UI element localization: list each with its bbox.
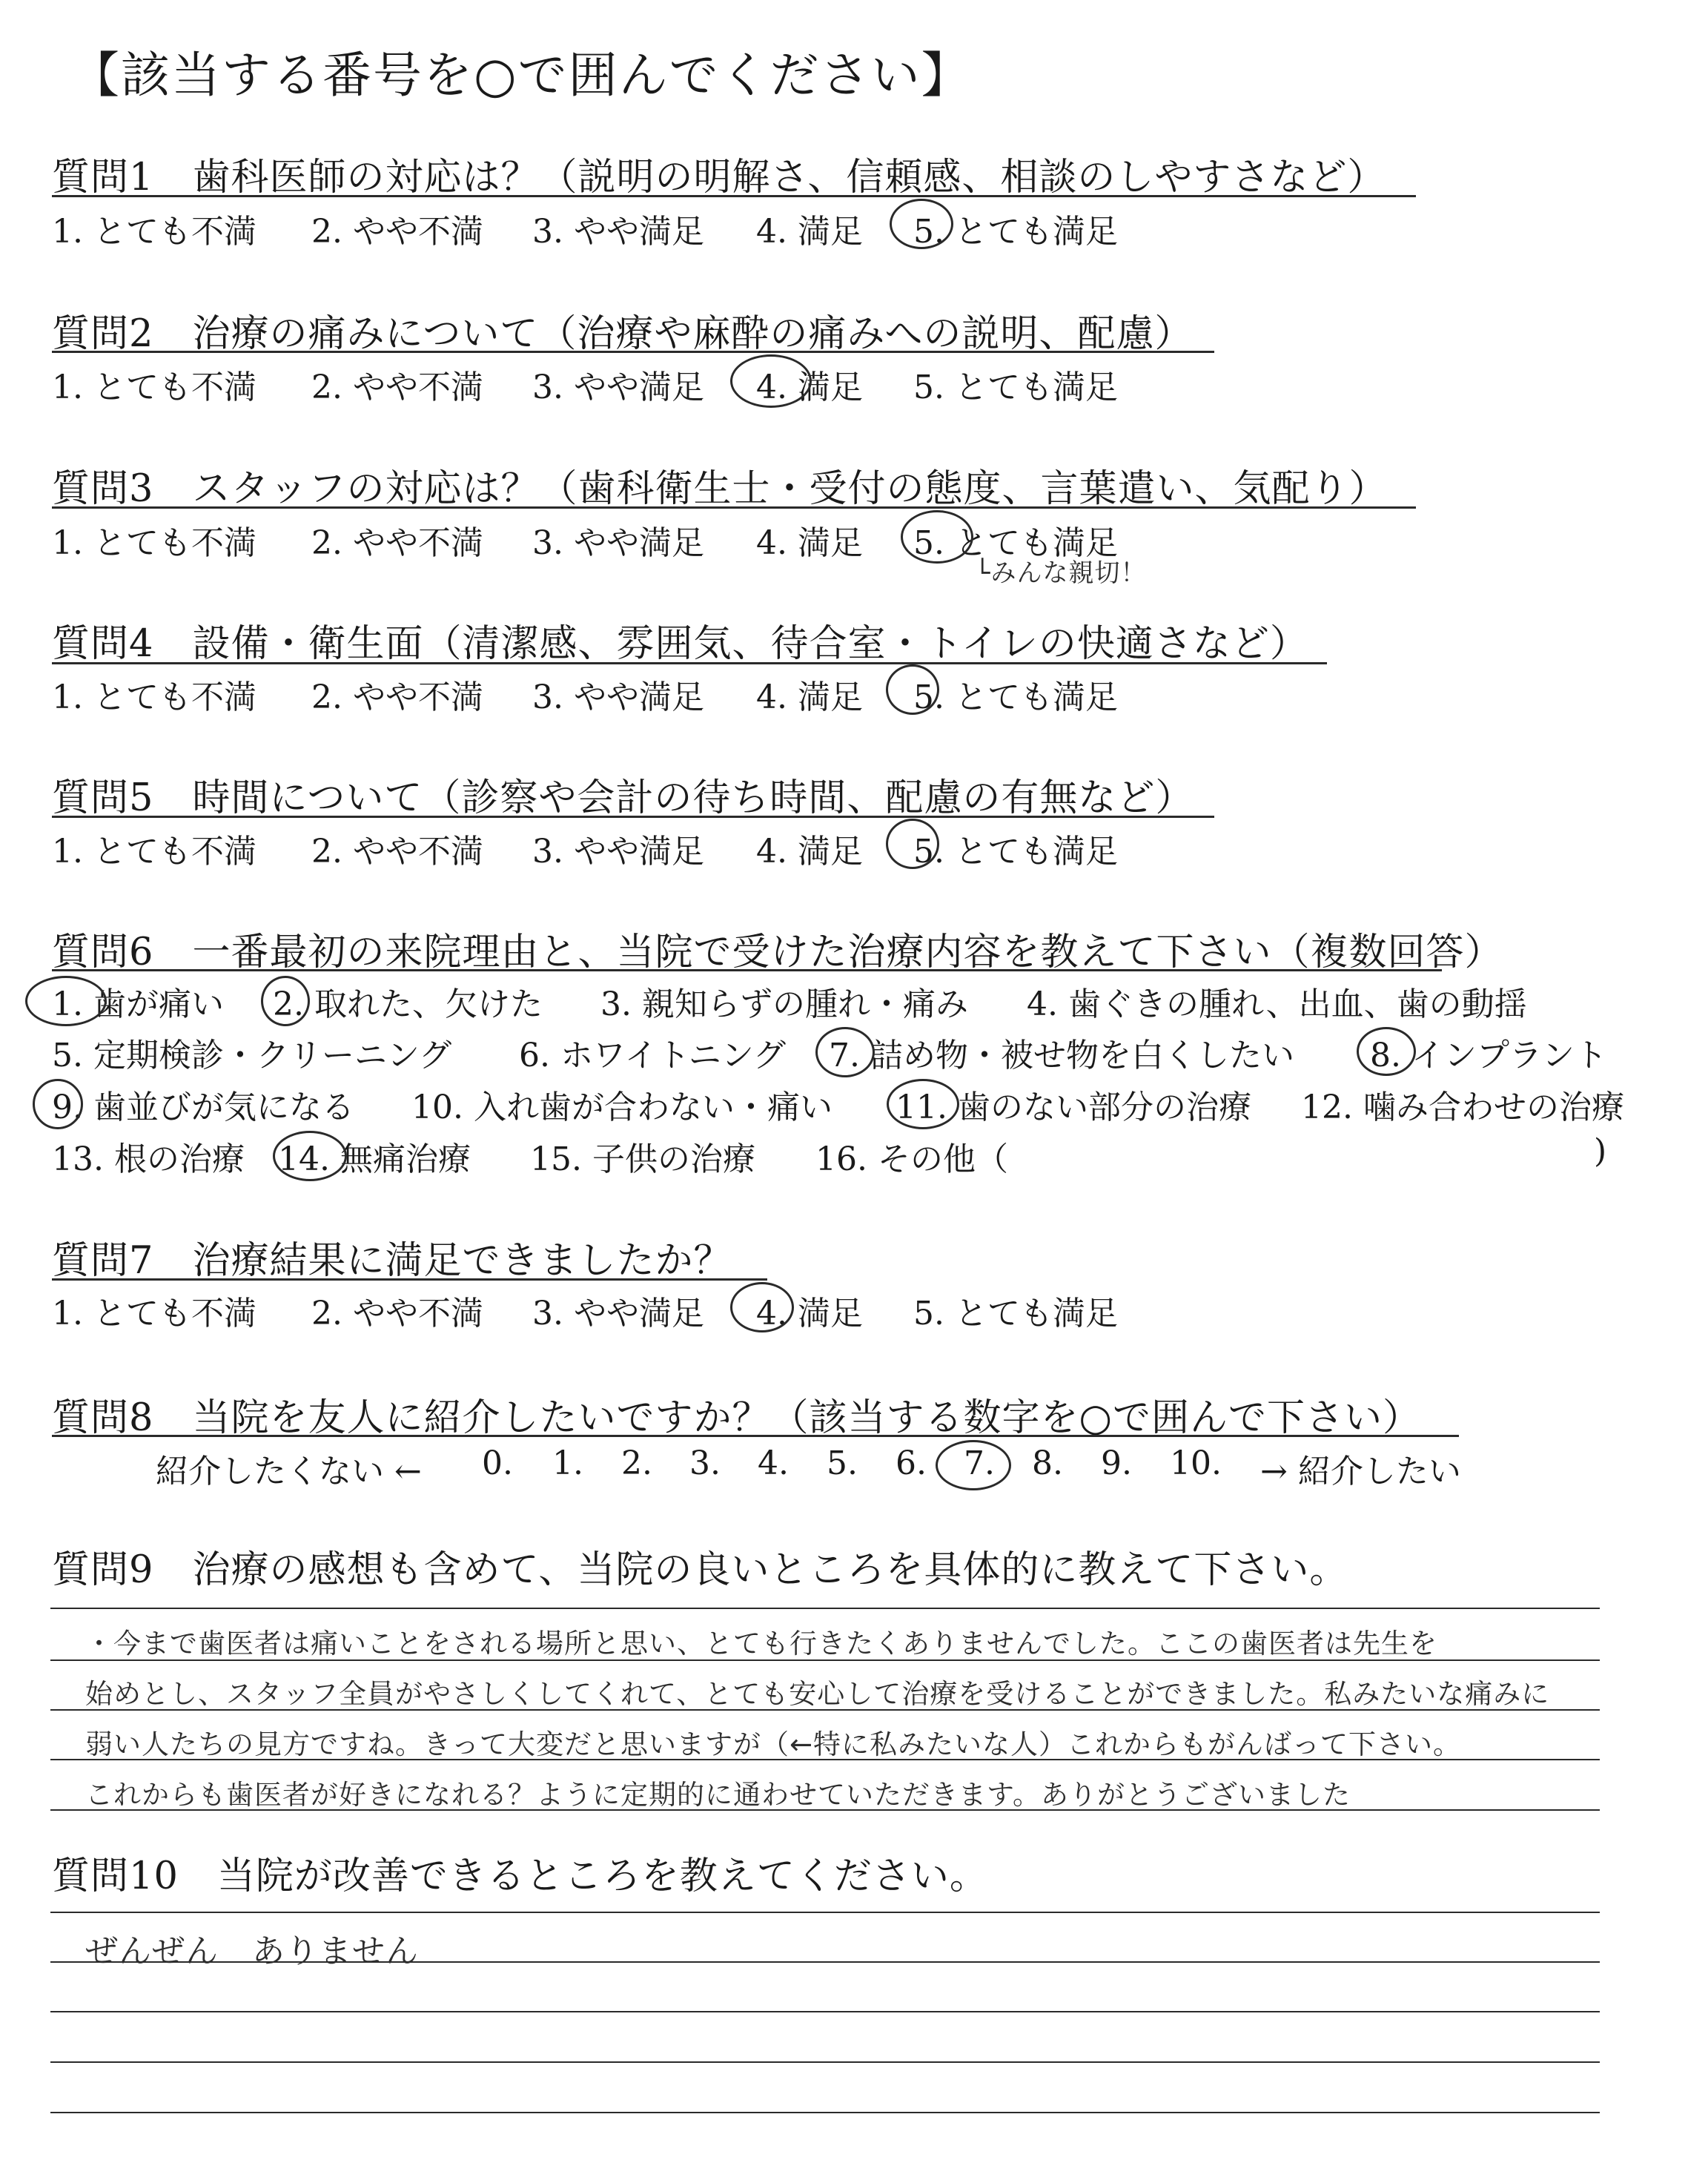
q1-option-1[interactable]: 1. とても不満 bbox=[52, 213, 256, 251]
q8-scale-7[interactable]: 7. bbox=[964, 1444, 995, 1482]
q2-option-4[interactable]: 4. 満足 bbox=[756, 369, 863, 406]
q2-option-1[interactable]: 1. とても不満 bbox=[52, 369, 256, 406]
q4-selected-circle bbox=[886, 664, 939, 715]
q1-option-2[interactable]: 2. やや不満 bbox=[311, 213, 483, 251]
q8-scale-2[interactable]: 2. bbox=[621, 1444, 652, 1482]
q5-option-2[interactable]: 2. やや不満 bbox=[311, 833, 483, 871]
q6-item-16-close: ) bbox=[1594, 1132, 1607, 1170]
question-4-underline bbox=[52, 662, 1327, 664]
q2-option-5[interactable]: 5. とても満足 bbox=[913, 369, 1118, 406]
q8-selected-circle bbox=[936, 1440, 1011, 1490]
question-1-underline bbox=[52, 195, 1416, 197]
q6-selected-circle-11 bbox=[887, 1079, 959, 1129]
q7-option-2[interactable]: 2. やや不満 bbox=[311, 1295, 483, 1332]
q8-left-label: 紹介したくない ← bbox=[156, 1453, 422, 1490]
q4-option-5[interactable]: 5. とても満足 bbox=[913, 678, 1118, 716]
question-5-underline bbox=[52, 816, 1214, 818]
question-8-title: 質問8 当院を友人に紹介したいですか？（該当する数字を○で囲んで下さい） bbox=[52, 1396, 1421, 1440]
q6-item-14[interactable]: 14. 無痛治療 bbox=[278, 1140, 471, 1178]
q6-selected-circle-2 bbox=[261, 976, 310, 1026]
q10-answer-line-1 bbox=[50, 1912, 1600, 1913]
q6-item-1[interactable]: 1. 歯が痛い bbox=[52, 985, 224, 1023]
question-7-underline bbox=[52, 1278, 767, 1281]
q1-option-4[interactable]: 4. 満足 bbox=[756, 213, 863, 251]
q8-scale-3[interactable]: 3. bbox=[689, 1444, 721, 1482]
q7-option-3[interactable]: 3. やや満足 bbox=[532, 1295, 704, 1332]
q5-selected-circle bbox=[886, 819, 939, 869]
q6-selected-circle-1 bbox=[25, 976, 107, 1026]
question-6-underline bbox=[52, 969, 1442, 971]
q1-selected-circle bbox=[890, 199, 953, 249]
q8-right-label: → 紹介したい bbox=[1260, 1453, 1461, 1490]
q4-option-4[interactable]: 4. 満足 bbox=[756, 678, 863, 716]
q6-selected-circle-9 bbox=[33, 1079, 83, 1129]
question-9-title: 質問9 治療の感想も含めて、当院の良いところを具体的に教えて下さい。 bbox=[52, 1548, 1348, 1592]
q5-option-3[interactable]: 3. やや満足 bbox=[532, 833, 704, 871]
q6-item-12[interactable]: 12. 噛み合わせの治療 bbox=[1301, 1089, 1624, 1126]
q6-item-8[interactable]: 8. インプラント bbox=[1370, 1037, 1607, 1074]
question-7-title: 質問7 治療結果に満足できましたか？ bbox=[52, 1239, 732, 1283]
q6-selected-circle-14 bbox=[273, 1131, 347, 1181]
q7-option-1[interactable]: 1. とても不満 bbox=[52, 1295, 256, 1332]
q3-selected-circle bbox=[901, 510, 973, 564]
q5-option-5[interactable]: 5. とても満足 bbox=[913, 833, 1118, 871]
q2-option-2[interactable]: 2. やや不満 bbox=[311, 369, 483, 406]
q8-scale-5[interactable]: 5. bbox=[827, 1444, 858, 1482]
q6-selected-circle-7 bbox=[815, 1027, 875, 1077]
q6-item-9[interactable]: 9. 歯並びが気になる bbox=[52, 1089, 354, 1126]
q3-option-3[interactable]: 3. やや満足 bbox=[532, 524, 704, 562]
q6-item-3[interactable]: 3. 親知らずの腫れ・痛み bbox=[600, 985, 968, 1023]
page-title: 【該当する番号を○で囲んでください】 bbox=[70, 47, 972, 104]
q8-scale-8[interactable]: 8. bbox=[1032, 1444, 1063, 1482]
question-10-title: 質問10 当院が改善できるところを教えてください。 bbox=[52, 1855, 988, 1898]
q6-item-4[interactable]: 4. 歯ぐきの腫れ、出血、歯の動揺 bbox=[1027, 985, 1527, 1023]
q8-scale-9[interactable]: 9. bbox=[1101, 1444, 1132, 1482]
question-6-title: 質問6 一番最初の来院理由と、当院で受けた治療内容を教えて下さい（複数回答） bbox=[52, 931, 1503, 974]
q8-scale-1[interactable]: 1. bbox=[552, 1444, 583, 1482]
q9-answer-text-2: 始めとし、スタッフ全員がやさしくしてくれて、とても安心して治療を受けることができました。私みたいな痛みに bbox=[85, 1678, 1550, 1710]
q5-option-1[interactable]: 1. とても不満 bbox=[52, 833, 256, 871]
question-4-title: 質問4 設備・衛生面（清潔感、雰囲気、待合室・トイレの快適さなど） bbox=[52, 622, 1308, 666]
q10-answer-line-3 bbox=[50, 2011, 1600, 2012]
q3-option-4[interactable]: 4. 満足 bbox=[756, 524, 863, 562]
q6-item-2[interactable]: 2. 取れた、欠けた bbox=[273, 985, 543, 1023]
q8-scale-4[interactable]: 4. bbox=[758, 1444, 789, 1482]
q6-item-16[interactable]: 16. その他（ bbox=[815, 1140, 1008, 1178]
q8-scale-6[interactable]: 6. bbox=[896, 1444, 927, 1482]
question-5-title: 質問5 時間について（診察や会計の待ち時間、配慮の有無など） bbox=[52, 776, 1194, 820]
q10-answer-line-5 bbox=[50, 2112, 1600, 2113]
q3-option-1[interactable]: 1. とても不満 bbox=[52, 524, 256, 562]
question-2-title: 質問2 治療の痛みについて（治療や麻酔の痛みへの説明、配慮） bbox=[52, 312, 1194, 356]
q2-selected-circle bbox=[730, 354, 812, 408]
q6-item-7[interactable]: 7. 詰め物・被せ物を白くしたい bbox=[829, 1037, 1294, 1074]
q1-option-5[interactable]: 5. とても満足 bbox=[913, 213, 1118, 251]
question-1-title: 質問1 歯科医師の対応は？（説明の明解さ、信頼感、相談のしやすさなど） bbox=[52, 156, 1386, 199]
q9-answer-text-4: これからも歯医者が好きになれる？ように定期的に通わせていただきます。ありがとうございました bbox=[85, 1779, 1351, 1811]
q6-item-10[interactable]: 10. 入れ歯が合わない・痛い bbox=[411, 1089, 833, 1126]
q3-option-2[interactable]: 2. やや不満 bbox=[311, 524, 483, 562]
question-2-underline bbox=[52, 351, 1214, 353]
q8-scale-10[interactable]: 10. bbox=[1170, 1444, 1222, 1482]
q9-answer-text-1: ・今まで歯医者は痛いことをされる場所と思い、とても行きたくありませんでした。ここの歯医者は先生を bbox=[85, 1628, 1437, 1659]
q8-scale-0[interactable]: 0. bbox=[482, 1444, 513, 1482]
q10-answer-line-4 bbox=[50, 2061, 1600, 2063]
question-8-underline bbox=[52, 1435, 1459, 1437]
q9-answer-text-3: 弱い人たちの見方ですね。きって大変だと思いますが（←特に私みたいな人）これからもがんばって下さい。 bbox=[85, 1728, 1461, 1760]
q7-option-4[interactable]: 4. 満足 bbox=[756, 1295, 863, 1332]
q2-option-3[interactable]: 3. やや満足 bbox=[532, 369, 704, 406]
q6-item-6[interactable]: 6. ホワイトニング bbox=[519, 1037, 787, 1074]
question-3-underline bbox=[52, 506, 1416, 509]
q6-item-15[interactable]: 15. 子供の治療 bbox=[530, 1140, 755, 1178]
q5-option-4[interactable]: 4. 満足 bbox=[756, 833, 863, 871]
q9-answer-line-1 bbox=[50, 1608, 1600, 1609]
q7-selected-circle bbox=[730, 1282, 794, 1332]
q4-option-2[interactable]: 2. やや不満 bbox=[311, 678, 483, 716]
q6-item-11[interactable]: 11. 歯のない部分の治療 bbox=[896, 1089, 1251, 1126]
q6-selected-circle-8 bbox=[1357, 1027, 1416, 1076]
q7-option-5[interactable]: 5. とても満足 bbox=[913, 1295, 1118, 1332]
q3-handwritten-note: └みんな親切！ bbox=[975, 558, 1147, 588]
q6-item-5[interactable]: 5. 定期検診・クリーニング bbox=[52, 1037, 452, 1074]
q3-option-5[interactable]: 5. とても満足 bbox=[913, 524, 1118, 562]
q1-option-3[interactable]: 3. やや満足 bbox=[532, 213, 704, 251]
q6-item-13[interactable]: 13. 根の治療 bbox=[52, 1140, 245, 1178]
q10-answer-text-1: ぜんぜん ありません bbox=[85, 1932, 419, 1970]
q4-option-3[interactable]: 3. やや満足 bbox=[532, 678, 704, 716]
q4-option-1[interactable]: 1. とても不満 bbox=[52, 678, 256, 716]
question-3-title: 質問3 スタッフの対応は？（歯科衛生士・受付の態度、言葉遣い、気配り） bbox=[52, 467, 1388, 511]
